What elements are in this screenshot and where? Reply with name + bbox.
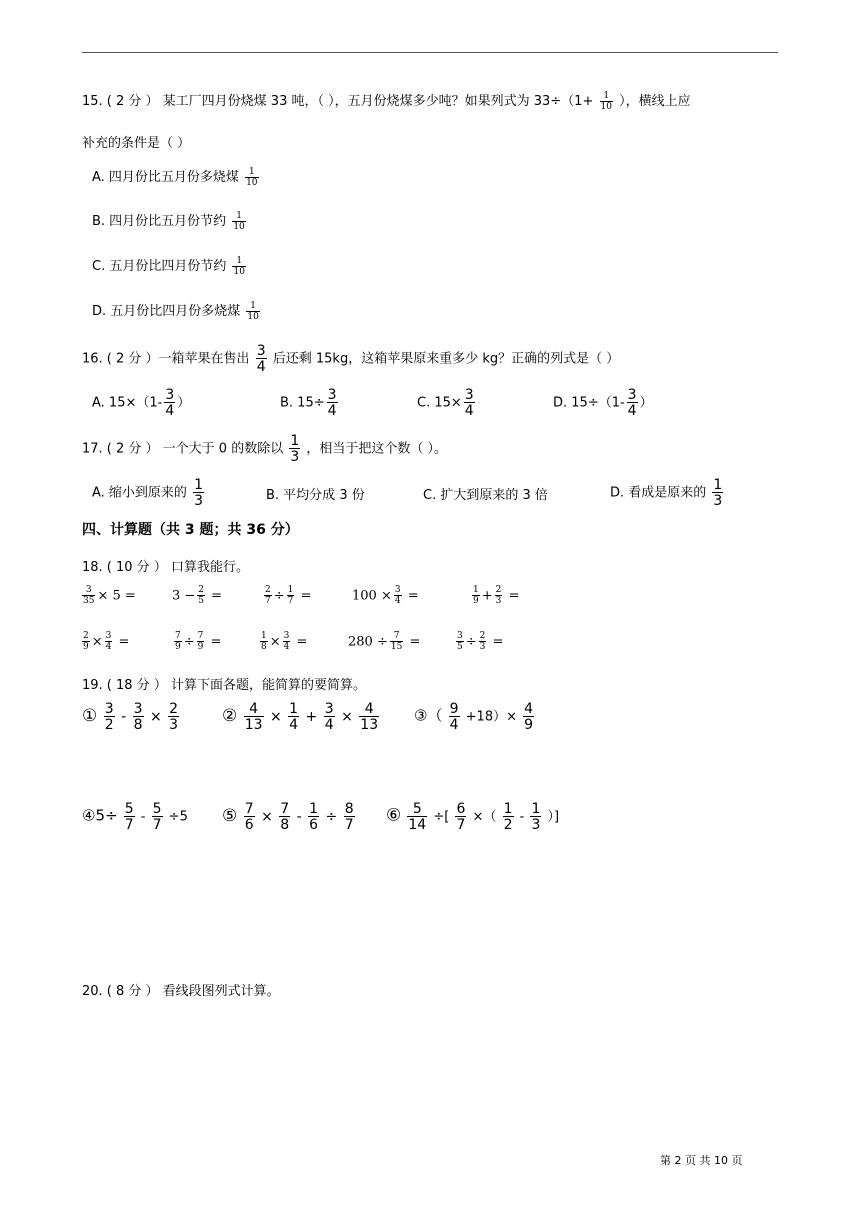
q15-prefix: 15. ( 2 分 ） 某工厂四月份烧煤 33 吨，（ ），五月份烧煤多少吨？如果列式为 33÷（1+ (82, 94, 594, 109)
q17-option-d: D. 看成是原来的 $\frac{1}{3}$ (610, 477, 723, 509)
q17-option-a: A. 缩小到原来的 $\frac{1}{3}$ (92, 477, 203, 509)
q19-problem-2: ② $\frac{4}{13}$ × $\frac{1}{4}$ + $\frac{3}{4}$ × $\frac{4}{13}$ (222, 701, 379, 733)
q16-option-a: A. 15×（1- $\frac{3}{4}$ ） (92, 387, 191, 419)
q15-suffix: ），横线上应 (619, 94, 691, 109)
q18-title: 18. ( 10 分 ） 口算我能行。 (82, 560, 249, 575)
q15-option-d: D. 五月份比四月份多烧煤 $\frac{1}{10}$ (92, 300, 259, 322)
q19-problem-6: ⑥ $\frac{5}{14}$ ÷[ $\frac{6}{7}$ ×（ $\frac{1}{2}$ - $\frac{1}{3}$ ）] (386, 801, 560, 833)
q15-line2: 补充的条件是（ ） (82, 136, 191, 151)
q18-item-8: $\frac{1}{8}$ × $\frac{3}{4}$ = (261, 631, 308, 652)
q16-stem: 16. ( 2 分 ）一箱苹果在售出 $\frac{3}{4}$ 后还剩 15kg，这箱苹果原来重多少 kg？正确的列式是（ ） (82, 343, 620, 375)
header-rule (82, 52, 778, 53)
q18-item-3: $\frac{2}{7}$ ÷ $\frac{1}{7}$ = (265, 585, 312, 606)
q18-item-1: $\frac{3}{35}$ × 5 = (83, 585, 136, 606)
q18-item-5: $\frac{1}{9}$ + $\frac{2}{3}$ = (473, 585, 520, 606)
q19-problem-3: ③（ $\frac{9}{4}$ +18）× $\frac{4}{9}$ (414, 701, 534, 733)
q15-fraction: $\frac{1}{10}$ (600, 90, 612, 112)
q15-option-a: A. 四月份比五月份多烧煤 $\frac{1}{10}$ (92, 166, 258, 188)
q18-item-9: 280 ÷ $\frac{7}{15}$ = (348, 631, 421, 652)
q20-title: 20. ( 8 分 ） 看线段图列式计算。 (82, 984, 280, 999)
q16-option-c: C. 15× $\frac{3}{4}$ (417, 387, 474, 419)
q19-problem-5: ⑤ $\frac{7}{6}$ × $\frac{7}{8}$ - $\frac{1}{6}$ ÷ $\frac{8}{7}$ (222, 801, 354, 833)
q18-item-2: 3 − $\frac{2}{5}$ = (172, 585, 223, 606)
page-footer: 第 2 页 共 10 页 (660, 1154, 743, 1167)
q15-option-c: C. 五月份比四月份节约 $\frac{1}{10}$ (92, 255, 245, 277)
q15-option-b: B. 四月份比五月份节约 $\frac{1}{10}$ (92, 210, 245, 232)
q19-problem-4: ④5÷ $\frac{5}{7}$ - $\frac{5}{7}$ ÷5 (82, 801, 188, 833)
q17-option-c: C. 扩大到原来的 3 倍 (423, 488, 548, 503)
q17-stem: 17. ( 2 分 ） 一个大于 0 的数除以 $\frac{1}{3}$ ，相当于把这个数（ ）。 (82, 433, 448, 465)
q18-item-10: $\frac{3}{5}$ ÷ $\frac{2}{3}$ = (457, 631, 504, 652)
q16-option-d: D. 15÷（1- $\frac{3}{4}$ ） (553, 387, 653, 419)
q15-stem (82, 90, 691, 112)
q16-option-b: B. 15÷ $\frac{3}{4}$ (280, 387, 337, 419)
q19-title: 19. ( 18 分 ） 计算下面各题，能简算的要简算。 (82, 678, 366, 693)
q18-item-4: 100 × $\frac{3}{4}$ = (352, 585, 419, 606)
q18-item-7: $\frac{7}{9}$ ÷ $\frac{7}{9}$ = (175, 631, 222, 652)
q17-option-b: B. 平均分成 3 份 (266, 488, 365, 503)
section-heading: 四、计算题（共 3 题；共 36 分） (82, 522, 299, 538)
q19-problem-1: ① $\frac{3}{2}$ - $\frac{3}{8}$ × $\frac{2}{3}$ (82, 701, 179, 733)
q18-item-6: $\frac{2}{9}$ × $\frac{3}{4}$ = (83, 631, 130, 652)
